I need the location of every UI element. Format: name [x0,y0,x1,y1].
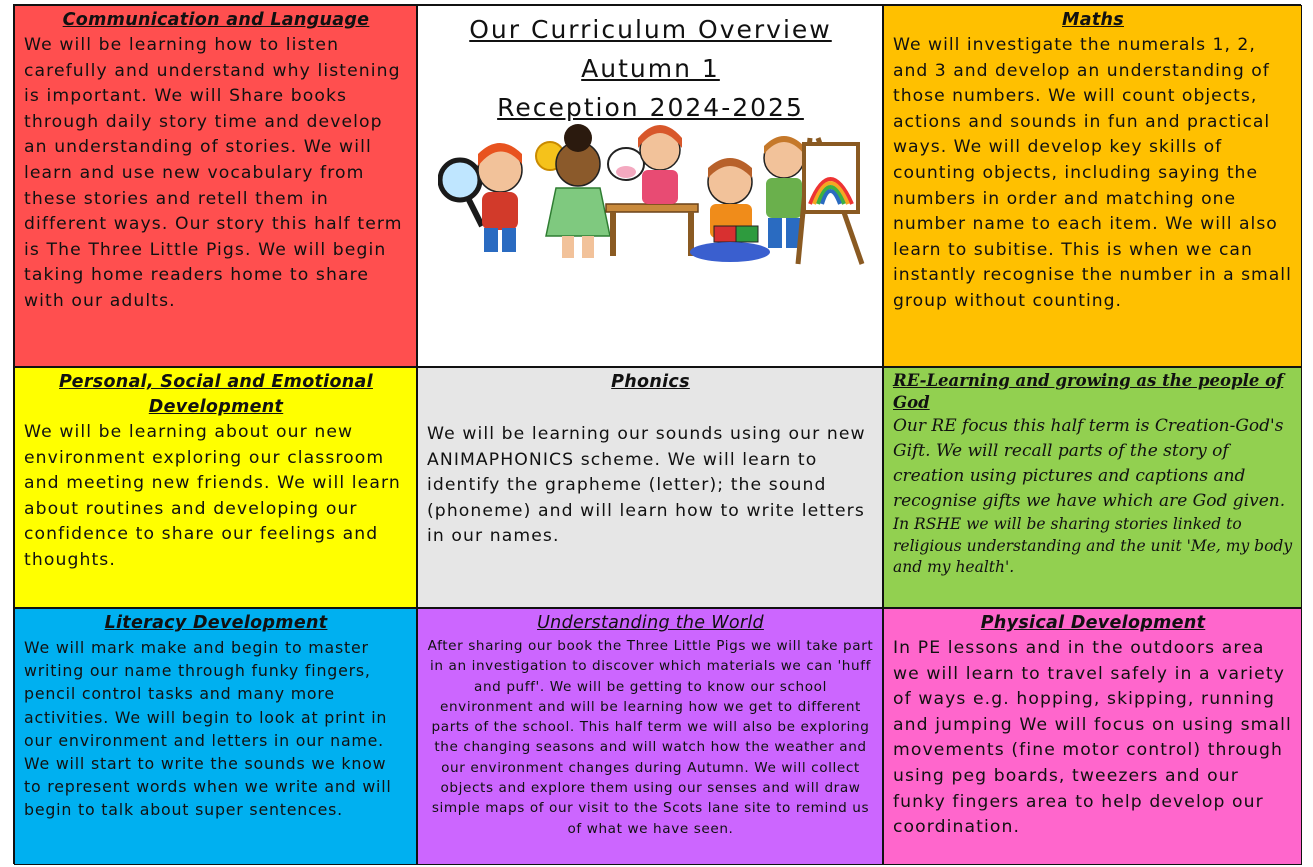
re-heading: RE-Learning and growing as the people of God [893,371,1284,412]
maths-text: We will investigate the numerals 1, 2, and 3 and develop an understanding of those numbers. We will count objects, actions and sounds in fun and practical ways. We will develop key skills of counting objects, including saying the numbers in order and matching one number name to each item. We will also learn to subitise. This is when we can instantly recognise the number in a small group without counting. [893,35,1292,311]
term-title: Autumn 1 [581,54,720,83]
curriculum-grid [13,4,1301,864]
year-group-title: Reception 2024-2025 [497,93,804,122]
literacy-text: We will mark make and begin to master writing our name through funky fingers, pencil control tasks and many more activities. We will begin to look at print in our environment and letters in our name. We will start to write the sounds we know to represent words when we write and will begin to talk about super sentences. [24,638,392,820]
rshe-text: In RSHE we will be sharing stories linked to religious understanding and the unit 'Me, my body and my health'. [893,515,1293,576]
children-playing-illustration [438,118,868,266]
physical-panel [883,608,1302,865]
phonics-heading: Phonics [611,372,690,392]
physical-heading: Physical Development [980,613,1206,633]
utw-heading: Understanding the World [537,613,764,633]
literacy-heading: Literacy Development [104,613,328,633]
physical-text: In PE lessons and in the outdoors area we will learn to travel safely in a variety of ways e.g. hopping, skipping, running and jumping We will focus on using small movements (fine motor control) through using peg boards, tweezers and our funky fingers area to help develop our coordination. [893,638,1292,838]
maths-heading: Maths [1062,10,1124,30]
re-panel [883,367,1302,608]
psed-text: We will be learning about our new environment exploring our classroom and meeting new friends. We will learn about routines and developing our confidence to share our feelings and thoughts. [24,422,401,570]
communication-heading: Communication and Language [62,10,370,30]
literacy-panel [14,608,417,865]
communication-text: We will be learning how to listen carefully and understand why listening is important. We will Share books through daily story time and develop an understanding of stories. We will learn and use new vocabulary from these stories and retell them in different ways. Our story this half term is The Three Little Pigs. We will begin taking home readers home to share with our adults. [24,35,403,311]
re-text: Our RE focus this half term is Creation-God's Gift. We will recall parts of the story of creation using pictures and captions and recognise gifts we have which are God given. [893,416,1286,511]
page-title: Our Curriculum Overview [469,15,832,44]
utw-text: After sharing our book the Three Little Pigs we will take part in an investigation to discover which materials we can 'huff and puff'. We will be getting to know our school environment and will be learning how we get to different parts of the school. This half term we will also be exploring the changing seasons and will watch how the weather and our environment changes during Autumn. We will collect objects and explore them using our senses and will draw simple maps of our visit to the Scots lane site to remind us of what we have seen. [427,638,874,837]
psed-panel [14,367,417,608]
phonics-text: We will be learning our sounds using our new ANIMAPHONICS scheme. We will learn to identify the grapheme (letter); the sound (phoneme) and will learn how to write letters in our names. [427,424,866,547]
maths-panel [883,5,1302,367]
communication-language-panel [14,5,417,367]
psed-heading: Personal, Social and Emotional Development [59,372,373,417]
phonics-panel [417,367,883,608]
understanding-world-panel [417,608,883,865]
title-panel [417,5,883,367]
